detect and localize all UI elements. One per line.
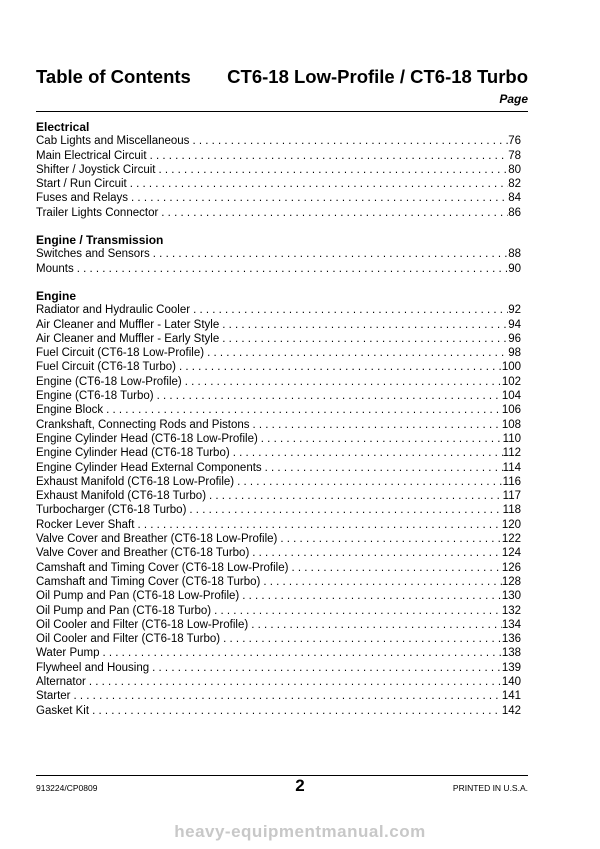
toc-entry: [36, 247, 521, 261]
entry-page-number: 124: [501, 547, 521, 560]
entry-page-number: 80: [508, 163, 521, 176]
dot-leader: [92, 704, 502, 718]
entry-label: Water Pump: [36, 647, 100, 660]
document-code: 913224/CP0809: [36, 783, 98, 793]
entry-label: Oil Pump and Pan (CT6-18 Turbo): [36, 604, 212, 617]
entry-label: Air Cleaner and Muffler - Later Style: [36, 318, 220, 331]
toc-entry: [36, 604, 521, 618]
dot-leader: [291, 561, 501, 575]
section-title: Engine / Transmission: [36, 233, 164, 248]
entry-page-number: 140: [501, 675, 521, 688]
toc-entry: [36, 675, 521, 689]
dot-leader: [193, 303, 508, 317]
entry-label: Engine (CT6-18 Low-Profile): [36, 375, 182, 388]
entry-page-number: 110: [502, 432, 521, 445]
entry-label: Fuel Circuit (CT6-18 Low-Profile): [36, 347, 205, 360]
toc-entry: [36, 163, 521, 177]
toc-entry: [36, 191, 521, 205]
dot-leader: [153, 247, 508, 261]
toc-section: [36, 233, 521, 276]
dot-leader: [179, 360, 502, 374]
entry-label: Turbocharger (CT6-18 Turbo): [36, 504, 187, 517]
entry-page-number: 78: [508, 149, 521, 162]
entry-label: Start / Run Circuit: [36, 178, 127, 191]
entry-label: Air Cleaner and Muffler - Early Style: [36, 332, 220, 345]
entry-label: Valve Cover and Breather (CT6-18 Low-Profile): [36, 533, 278, 546]
table-of-contents: [36, 120, 521, 731]
dot-leader: [209, 489, 503, 503]
entry-label: Radiator and Hydraulic Cooler: [36, 304, 191, 317]
toc-entry: [36, 589, 521, 603]
dot-leader: [253, 418, 502, 432]
toc-entry: [36, 346, 521, 360]
header-divider: [36, 111, 528, 112]
toc-section: [36, 289, 521, 718]
toc-section: [36, 120, 521, 220]
dot-leader: [102, 646, 501, 660]
dot-leader: [77, 262, 508, 276]
toc-title: Table of Contents: [36, 66, 191, 87]
entry-label: Alternator: [36, 675, 86, 688]
entry-label: Gasket Kit: [36, 704, 90, 717]
dot-leader: [265, 461, 503, 475]
dot-leader: [106, 403, 502, 417]
entry-page-number: 96: [508, 332, 521, 345]
toc-entry: [36, 503, 521, 517]
toc-entry: [36, 532, 521, 546]
entry-label: Engine Cylinder Head (CT6-18 Low-Profile): [36, 432, 258, 445]
entry-label: Oil Cooler and Filter (CT6-18 Low-Profile): [36, 618, 249, 631]
entry-page-number: 102: [501, 375, 521, 388]
toc-entry: [36, 318, 521, 332]
watermark: heavy-equipmentmanual.com: [174, 822, 426, 841]
toc-entry: [36, 661, 521, 675]
entry-label: Switches and Sensors: [36, 248, 150, 261]
entry-page-number: 94: [508, 318, 521, 331]
dot-leader: [261, 432, 503, 446]
entry-page-number: 126: [501, 561, 521, 574]
entry-page-number: 86: [508, 206, 521, 219]
toc-entry: [36, 518, 521, 532]
toc-entry: [36, 134, 521, 148]
entry-page-number: 139: [501, 661, 521, 674]
entry-label: Fuel Circuit (CT6-18 Turbo): [36, 361, 176, 374]
dot-leader: [280, 532, 501, 546]
entry-label: Oil Pump and Pan (CT6-18 Low-Profile): [36, 590, 240, 603]
entry-page-number: 92: [508, 304, 521, 317]
dot-leader: [131, 191, 508, 205]
entry-page-number: 84: [508, 192, 521, 205]
entry-label: Engine (CT6-18 Turbo): [36, 390, 154, 403]
section-title: Engine: [36, 288, 77, 303]
entry-page-number: 142: [501, 704, 521, 717]
entry-page-number: 90: [508, 262, 521, 275]
toc-entry: [36, 206, 521, 220]
toc-entry: [36, 475, 521, 489]
entry-page-number: 114: [502, 461, 521, 474]
toc-entry: [36, 403, 521, 417]
dot-leader: [242, 589, 502, 603]
entry-label: Oil Cooler and Filter (CT6-18 Turbo): [36, 633, 221, 646]
section-title: Electrical: [36, 120, 90, 134]
toc-entry: [36, 575, 521, 589]
entry-label: Mounts: [36, 262, 74, 275]
dot-leader: [233, 446, 503, 460]
toc-entry: [36, 646, 521, 660]
entry-page-number: 88: [508, 248, 521, 261]
dot-leader: [89, 675, 502, 689]
entry-label: Crankshaft, Connecting Rods and Pistons: [36, 418, 250, 431]
dot-leader: [161, 206, 508, 220]
entry-label: Cab Lights and Miscellaneous: [36, 135, 190, 148]
entry-label: Engine Block: [36, 404, 104, 417]
entry-page-number: 76: [508, 135, 521, 148]
printed-notice: PRINTED IN U.S.A.: [452, 783, 528, 793]
dot-leader: [152, 661, 502, 675]
dot-leader: [223, 632, 502, 646]
entry-label: Rocker Lever Shaft: [36, 518, 135, 531]
entry-page-number: 98: [508, 347, 521, 360]
toc-entry: [36, 177, 521, 191]
model-title: CT6-18 Low-Profile / CT6-18 Turbo: [227, 66, 528, 87]
entry-label: Shifter / Joystick Circuit: [36, 163, 156, 176]
toc-entry: [36, 432, 521, 446]
entry-page-number: 106: [501, 404, 521, 417]
toc-entry: [36, 262, 521, 276]
toc-entry: [36, 632, 521, 646]
dot-leader: [263, 575, 501, 589]
toc-entry: [36, 332, 521, 346]
entry-label: Exhaust Manifold (CT6-18 Turbo): [36, 490, 207, 503]
entry-label: Engine Cylinder Head (CT6-18 Turbo): [36, 447, 230, 460]
entry-label: Main Electrical Circuit: [36, 149, 147, 162]
entry-page-number: 108: [501, 418, 521, 431]
entry-label: Flywheel and Housing: [36, 661, 150, 674]
entry-page-number: 82: [508, 178, 521, 191]
entry-page-number: 104: [501, 390, 521, 403]
entry-page-number: 128: [501, 575, 521, 588]
toc-entry: [36, 375, 521, 389]
dot-leader: [222, 332, 508, 346]
toc-entry: [36, 389, 521, 403]
entry-page-number: 136: [501, 633, 521, 646]
toc-entry: [36, 561, 521, 575]
dot-leader: [157, 389, 502, 403]
entry-page-number: 134: [501, 618, 521, 631]
entry-label: Valve Cover and Breather (CT6-18 Turbo): [36, 547, 250, 560]
toc-entry: [36, 704, 521, 718]
dot-leader: [150, 149, 509, 163]
entry-label: Camshaft and Timing Cover (CT6-18 Low-Profile): [36, 561, 289, 574]
entry-label: Engine Cylinder Head External Components: [36, 461, 262, 474]
toc-entry: [36, 618, 521, 632]
toc-entry: [36, 360, 521, 374]
entry-page-number: 138: [501, 647, 521, 660]
toc-entry: [36, 461, 521, 475]
entry-page-number: 100: [501, 361, 521, 374]
entry-label: Fuses and Relays: [36, 192, 129, 205]
dot-leader: [251, 618, 502, 632]
dot-leader: [74, 689, 502, 703]
entry-page-number: 130: [501, 590, 521, 603]
dot-leader: [185, 375, 502, 389]
toc-entry: [36, 689, 521, 703]
dot-leader: [159, 163, 509, 177]
dot-leader: [189, 503, 502, 517]
toc-entry: [36, 303, 521, 317]
toc-entry: [36, 446, 521, 460]
entry-page-number: 117: [502, 490, 521, 503]
page-column-label: Page: [499, 92, 528, 106]
dot-leader: [207, 346, 508, 360]
toc-entry: [36, 418, 521, 432]
dot-leader: [130, 177, 508, 191]
toc-entry: [36, 149, 521, 163]
dot-leader: [237, 475, 503, 489]
dot-leader: [252, 546, 502, 560]
entry-label: Starter: [36, 690, 71, 703]
dot-leader: [137, 518, 501, 532]
entry-label: Camshaft and Timing Cover (CT6-18 Turbo): [36, 575, 261, 588]
dot-leader: [192, 134, 508, 148]
entry-label: Exhaust Manifold (CT6-18 Low-Profile): [36, 475, 235, 488]
entry-page-number: 120: [501, 518, 521, 531]
entry-page-number: 112: [502, 447, 521, 460]
entry-label: Trailer Lights Connector: [36, 206, 159, 219]
entry-page-number: 141: [501, 690, 521, 703]
toc-entry: [36, 489, 521, 503]
entry-page-number: 122: [501, 533, 521, 546]
page-number: 2: [295, 776, 305, 795]
entry-page-number: 132: [501, 604, 521, 617]
toc-entry: [36, 546, 521, 560]
entry-page-number: 116: [502, 475, 521, 488]
entry-page-number: 118: [502, 504, 521, 517]
dot-leader: [214, 604, 502, 618]
dot-leader: [222, 318, 508, 332]
